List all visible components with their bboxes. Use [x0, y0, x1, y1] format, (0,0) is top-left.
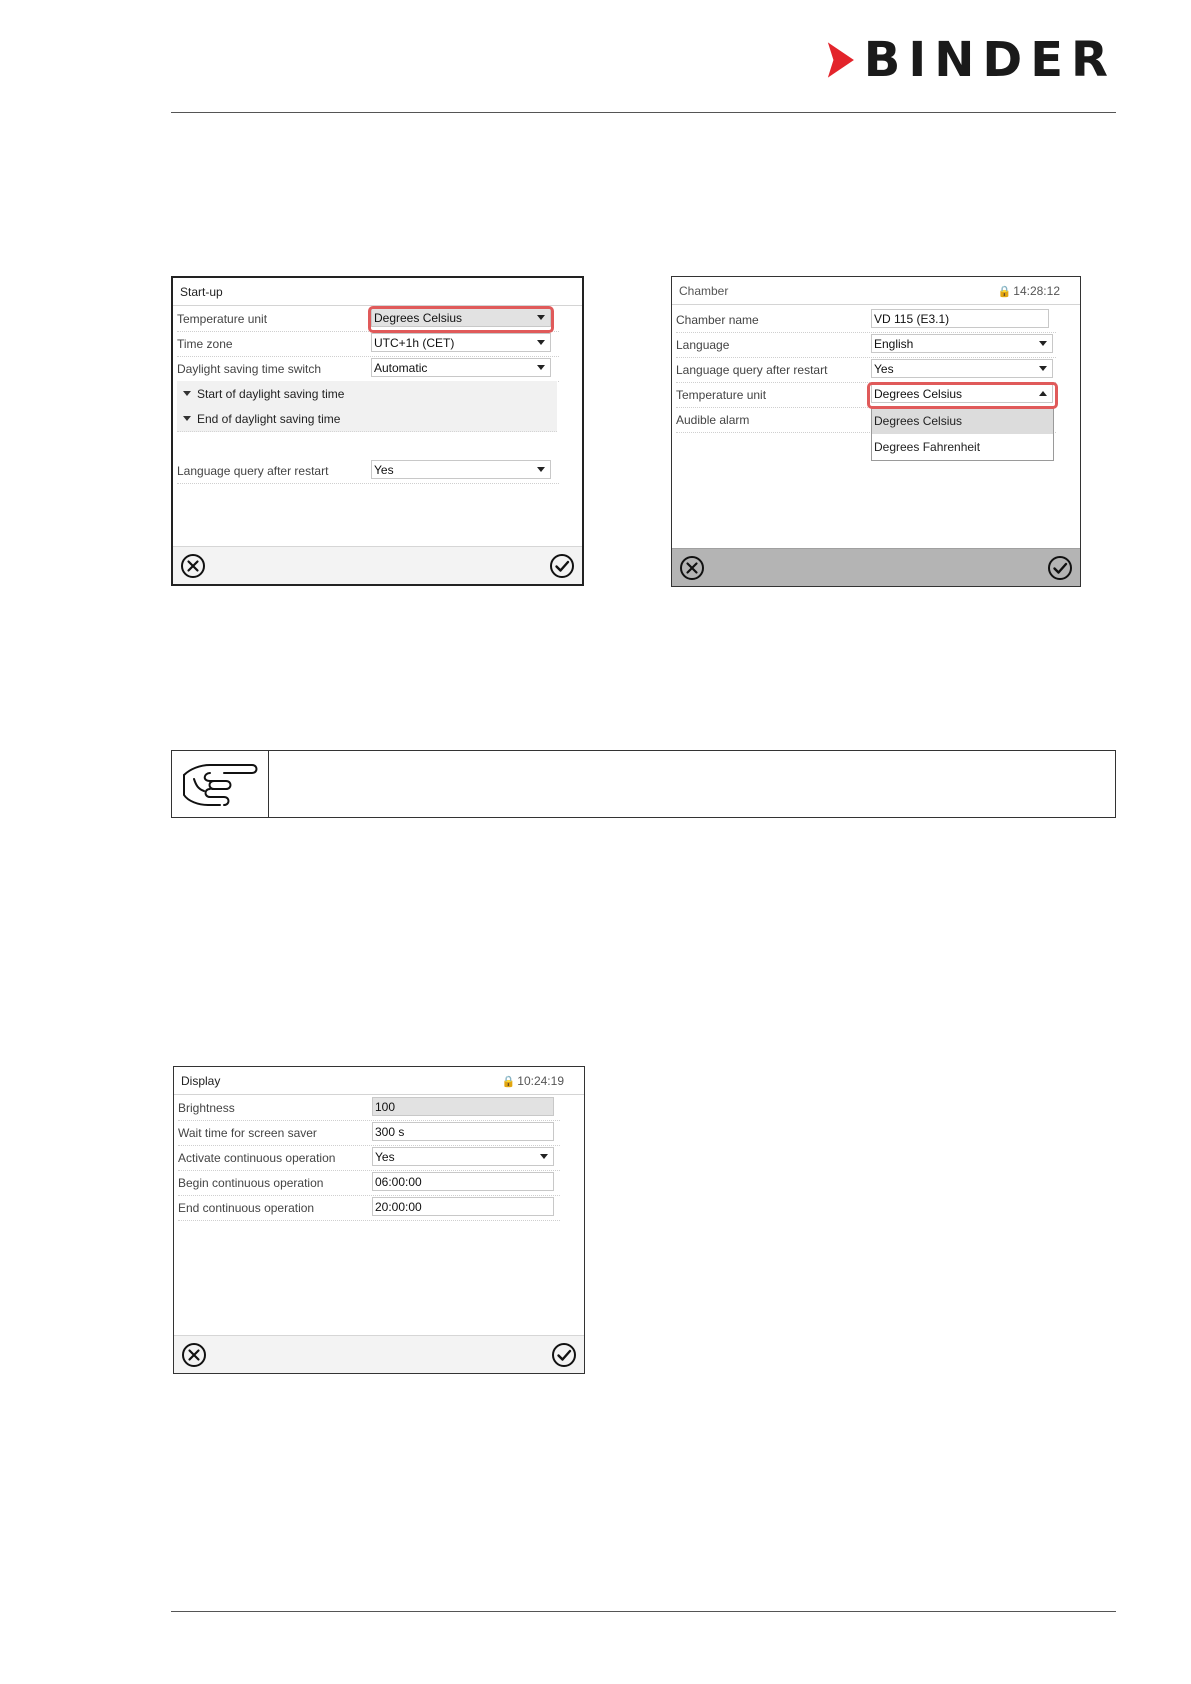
row-label: Audible alarm	[676, 413, 750, 427]
chevron-down-icon	[1039, 366, 1047, 371]
row-label: Wait time for screen saver	[178, 1126, 317, 1140]
lock-icon: 🔒	[997, 286, 1012, 298]
clock: 🔒 10:24:19	[501, 1074, 564, 1088]
setting-row-language-query	[177, 458, 559, 484]
cancel-circle-x-icon[interactable]	[180, 553, 206, 579]
confirm-check-circle-icon[interactable]	[549, 553, 575, 579]
row-label: Language	[676, 338, 730, 352]
expand-triangle-icon	[183, 391, 191, 396]
daylight-saving-select[interactable]: Automatic	[371, 358, 551, 377]
setting-row-continuous-operation	[178, 1145, 560, 1171]
header-rule	[171, 112, 1116, 113]
chevron-down-icon	[537, 340, 545, 345]
note-icon-cell	[172, 751, 269, 817]
confirm-check-circle-icon[interactable]	[1047, 555, 1073, 581]
row-label: Language query after restart	[177, 464, 329, 478]
display-footer	[174, 1335, 584, 1373]
language-query-select[interactable]: Yes	[871, 359, 1053, 378]
expand-triangle-icon	[183, 416, 191, 421]
startup-screen	[171, 276, 584, 586]
temperature-unit-select[interactable]: Degrees Celsius	[871, 384, 1053, 403]
row-label: Begin continuous operation	[178, 1176, 324, 1190]
time-zone-select[interactable]: UTC+1h (CET)	[371, 333, 551, 352]
end-continuous-input[interactable]: 20:00:00	[372, 1197, 554, 1216]
display-screen	[173, 1066, 585, 1374]
setting-row-daylight-saving	[177, 356, 559, 382]
note-box	[171, 750, 1116, 818]
row-label: End continuous operation	[178, 1201, 315, 1215]
row-label: Daylight saving time switch	[177, 362, 322, 376]
language-select[interactable]: English	[871, 334, 1053, 353]
screen-title: Chamber	[679, 284, 729, 298]
section-start-daylight-saving[interactable]: Start of daylight saving time	[177, 381, 557, 407]
setting-row-time-zone	[177, 331, 559, 357]
screen-title: Display	[181, 1074, 221, 1088]
screen-saver-input[interactable]: 300 s	[372, 1122, 554, 1141]
section-end-daylight-saving[interactable]: End of daylight saving time	[177, 406, 557, 432]
startup-title-bar	[173, 278, 582, 306]
chamber-name-input[interactable]: VD 115 (E3.1)	[871, 309, 1049, 328]
clock: 🔒 14:28:12	[997, 284, 1060, 298]
option-degrees-fahrenheit[interactable]: Degrees Fahrenheit	[874, 440, 981, 454]
startup-footer	[173, 546, 582, 584]
setting-row-language-query	[676, 357, 1056, 383]
row-label: Activate continuous operation	[178, 1151, 336, 1165]
temperature-unit-select[interactable]: Degrees Celsius	[371, 308, 551, 327]
setting-row-brightness	[178, 1095, 560, 1121]
language-query-select[interactable]: Yes	[371, 460, 551, 479]
row-label: Chamber name	[676, 313, 759, 327]
setting-row-chamber-name	[676, 307, 1056, 333]
binder-arrow-logo-icon	[826, 39, 856, 81]
chevron-down-icon	[1039, 341, 1047, 346]
brightness-input[interactable]: 100	[372, 1097, 554, 1116]
row-label: Temperature unit	[177, 312, 268, 326]
setting-row-language	[676, 332, 1056, 358]
temperature-unit-dropdown	[871, 407, 1054, 461]
continuous-operation-select[interactable]: Yes	[372, 1147, 554, 1166]
cancel-circle-x-icon[interactable]	[679, 555, 705, 581]
setting-row-end-continuous	[178, 1195, 560, 1221]
display-title-bar	[174, 1067, 584, 1095]
row-label: Time zone	[177, 337, 233, 351]
chamber-screen	[671, 276, 1081, 587]
chevron-down-icon	[540, 1154, 548, 1159]
row-label: Language query after restart	[676, 363, 828, 377]
lock-icon: 🔒	[501, 1076, 516, 1088]
pointing-hand-icon	[180, 755, 260, 813]
chamber-footer	[672, 548, 1080, 586]
binder-logo	[826, 32, 1116, 88]
setting-row-begin-continuous	[178, 1170, 560, 1196]
cancel-circle-x-icon[interactable]	[181, 1342, 207, 1368]
confirm-check-circle-icon[interactable]	[551, 1342, 577, 1368]
footer-rule	[171, 1611, 1116, 1612]
chevron-down-icon	[537, 365, 545, 370]
chevron-down-icon	[537, 467, 545, 472]
row-label: Brightness	[178, 1101, 235, 1115]
logo-text: BINDER	[863, 32, 1116, 88]
screen-title: Start-up	[180, 285, 223, 299]
highlight-frame	[368, 306, 554, 333]
highlight-frame	[867, 382, 1058, 409]
option-degrees-celsius[interactable]: Degrees Celsius	[872, 408, 1053, 434]
row-label: Temperature unit	[676, 388, 767, 402]
setting-row-screen-saver	[178, 1120, 560, 1146]
chamber-title-bar	[672, 277, 1080, 305]
begin-continuous-input[interactable]: 06:00:00	[372, 1172, 554, 1191]
